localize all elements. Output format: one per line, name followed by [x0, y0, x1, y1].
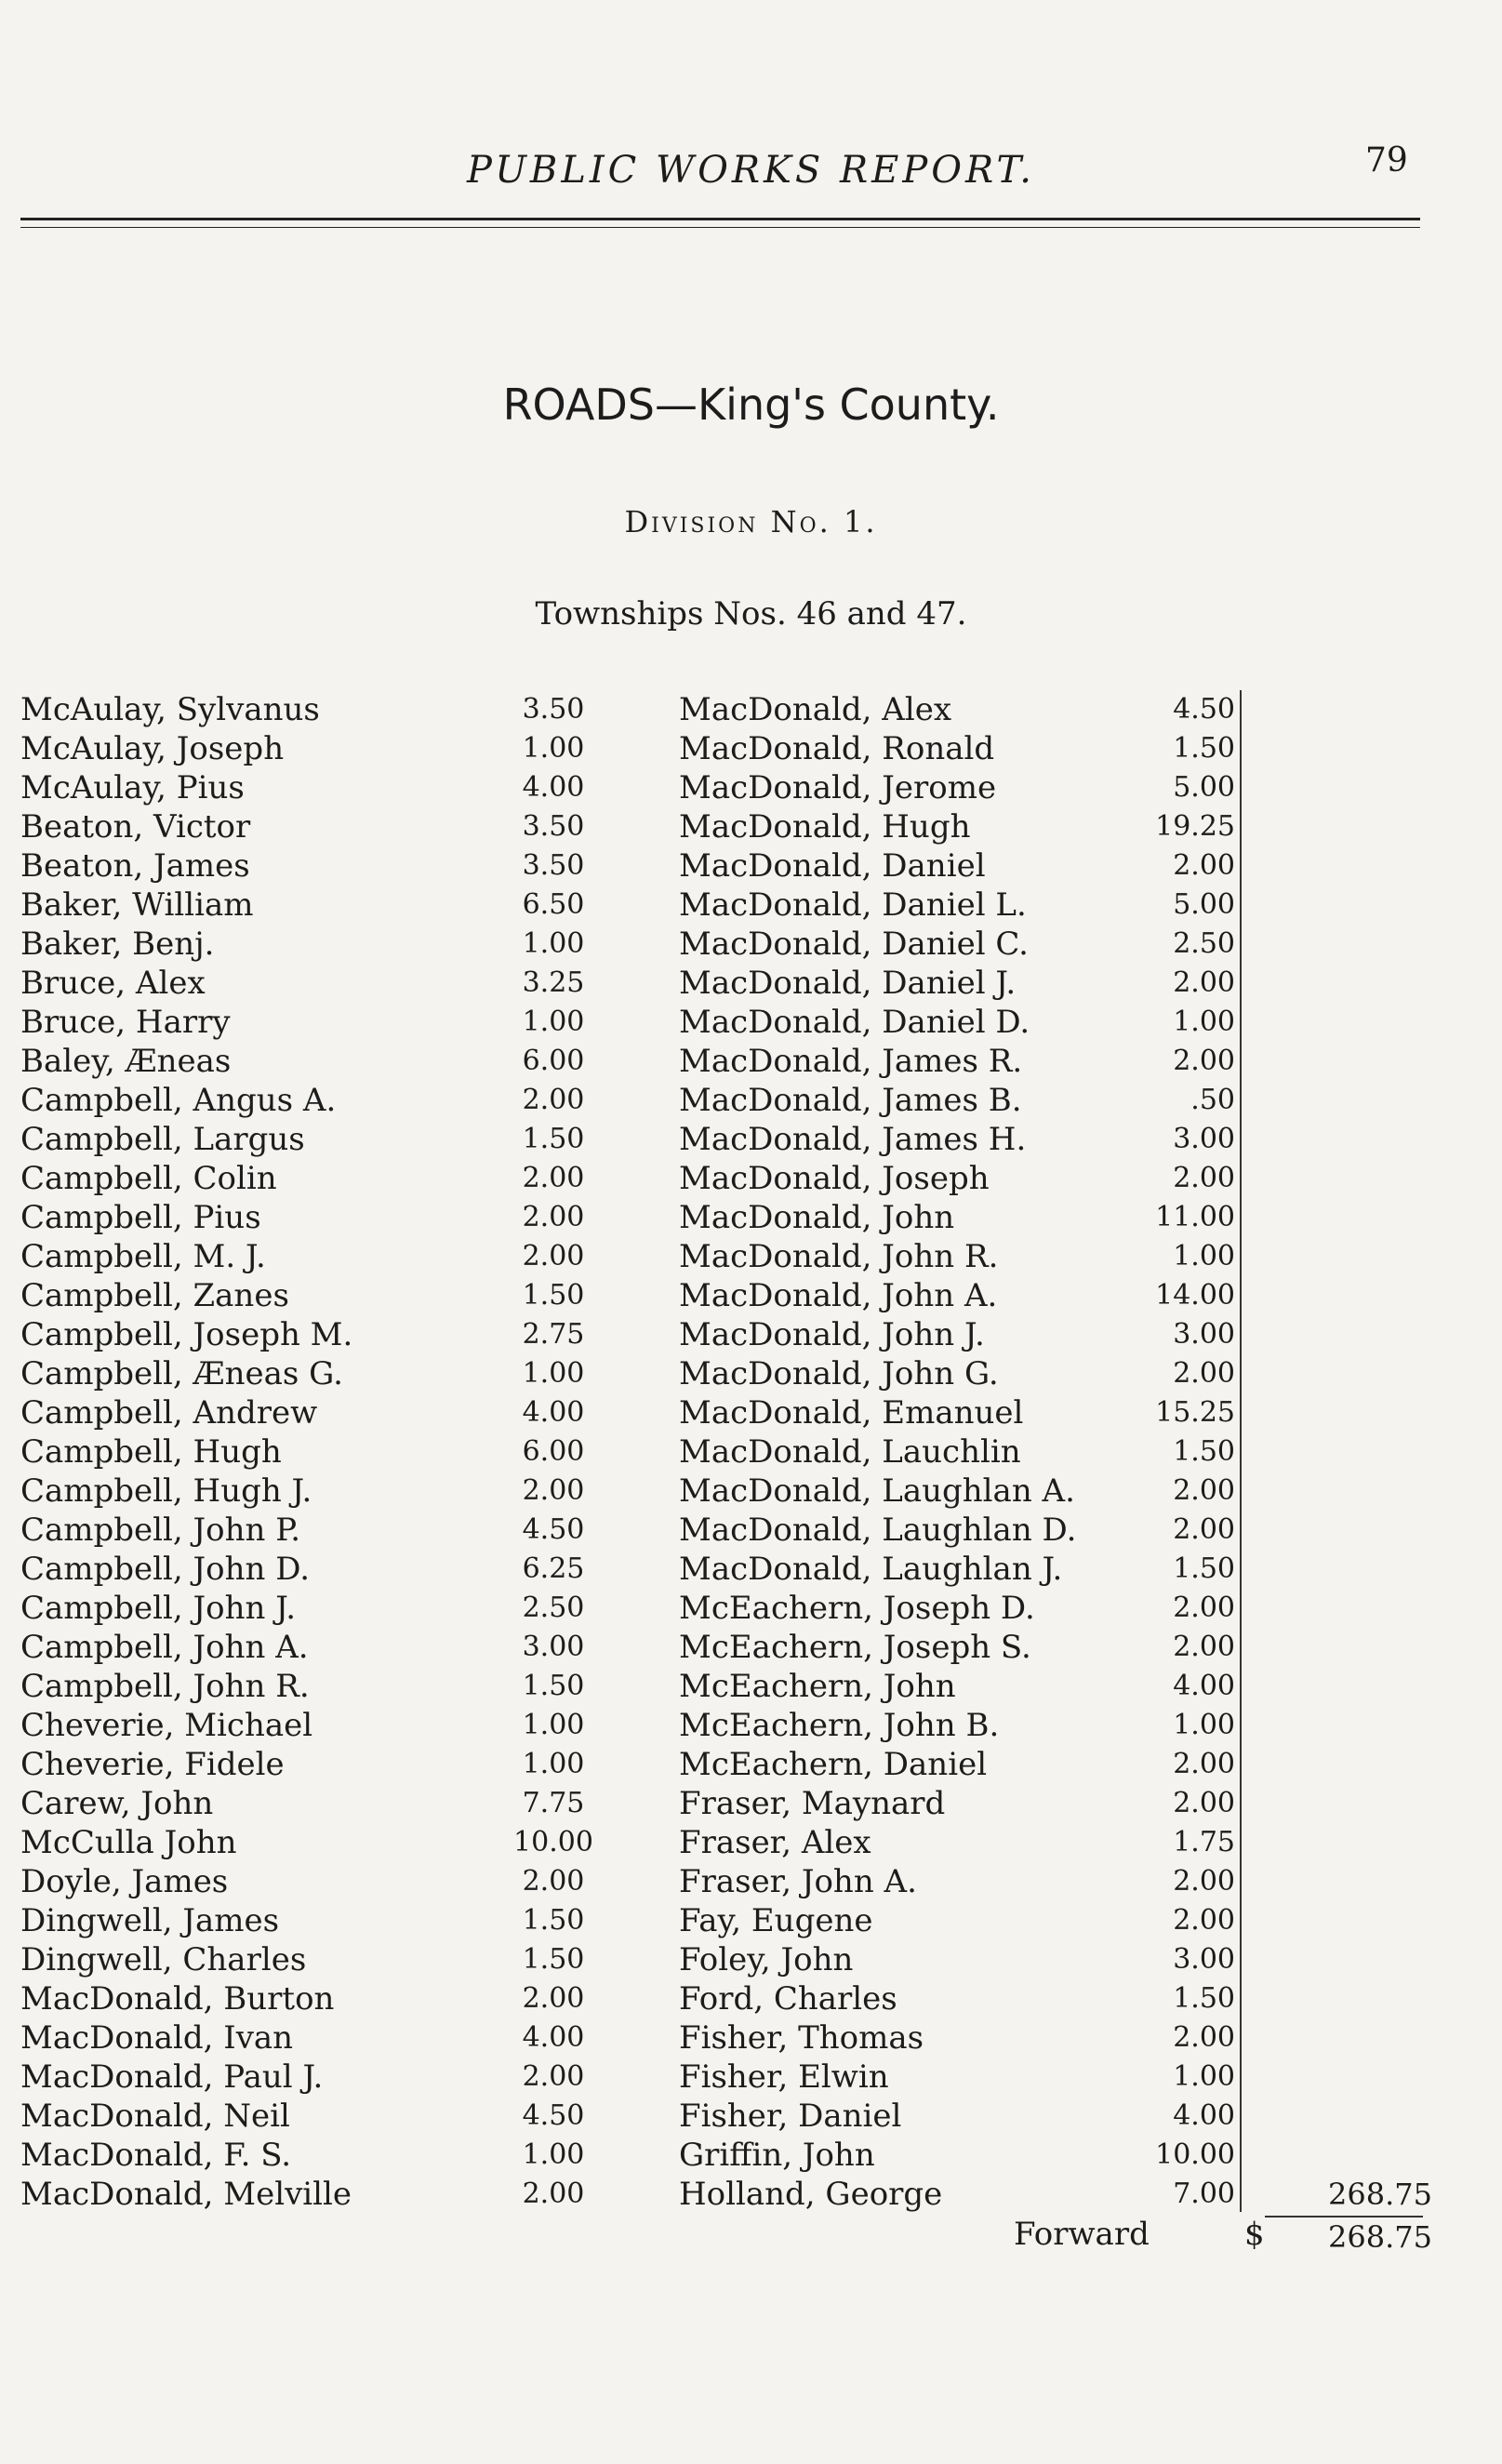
right-name: MacDonald, Daniel C.: [679, 926, 1029, 963]
right-name: Foley, John: [679, 1941, 854, 1978]
right-amount: 1.00: [1173, 2060, 1235, 2093]
right-name: Ford, Charles: [679, 1980, 897, 2018]
left-amount: 1.00: [522, 2138, 585, 2171]
right-amount: 1.50: [1173, 732, 1235, 765]
left-amount: 7.75: [522, 1787, 585, 1819]
left-amount: 3.00: [522, 1631, 585, 1663]
left-amount: 1.00: [522, 1748, 585, 1780]
left-amount: 1.50: [522, 1943, 585, 1976]
left-amount: 4.00: [522, 1396, 585, 1429]
right-name: Fraser, John A.: [679, 1863, 917, 1900]
left-name: Campbell, Hugh J.: [20, 1472, 312, 1510]
right-amount: 2.00: [1173, 966, 1235, 999]
table-row: [0, 1354, 1502, 1393]
left-name: Campbell, Æneas G.: [20, 1355, 343, 1392]
left-name: Beaton, Victor: [20, 808, 251, 846]
header-rule-thin: [20, 227, 1420, 228]
left-name: Bruce, Harry: [20, 1004, 231, 1041]
right-amount: 15.25: [1155, 1396, 1235, 1429]
right-name: MacDonald, Joseph: [679, 1160, 990, 1197]
right-name: MacDonald, John A.: [679, 1277, 998, 1314]
left-name: Baker, Benj.: [20, 926, 215, 963]
table-row: [0, 729, 1502, 768]
left-name: MacDonald, Melville: [20, 2176, 352, 2213]
table-row: [0, 2058, 1502, 2097]
right-name: McEachern, John: [679, 1668, 956, 1705]
right-name: MacDonald, Alex: [679, 691, 952, 728]
right-name: MacDonald, John: [679, 1199, 955, 1236]
right-name: Holland, George: [679, 2176, 943, 2213]
forward-amount: 268.75: [1328, 2219, 1432, 2255]
right-amount: 2.00: [1173, 1357, 1235, 1390]
left-amount: 2.00: [522, 1865, 585, 1898]
left-name: Campbell, John D.: [20, 1551, 311, 1588]
right-amount: 2.00: [1173, 1865, 1235, 1898]
left-amount: 6.00: [522, 1045, 585, 1077]
table-row: [0, 768, 1502, 807]
left-name: Campbell, Joseph M.: [20, 1316, 353, 1353]
right-name: MacDonald, John R.: [679, 1238, 999, 1275]
right-amount: 3.00: [1173, 1318, 1235, 1351]
right-name: MacDonald, James R.: [679, 1043, 1023, 1080]
left-name: Bruce, Alex: [20, 965, 206, 1002]
left-name: Campbell, Angus A.: [20, 1082, 337, 1119]
right-amount: 2.00: [1173, 1162, 1235, 1194]
left-name: MacDonald, Neil: [20, 2098, 290, 2135]
left-amount: 6.25: [522, 1552, 585, 1585]
table-row: [0, 1159, 1502, 1198]
right-name: Fraser, Alex: [679, 1824, 871, 1861]
right-amount: 14.00: [1155, 1279, 1235, 1312]
table-row: [0, 1706, 1502, 1745]
left-amount: 2.00: [522, 1084, 585, 1116]
left-amount: 3.25: [522, 966, 585, 999]
table-row: [0, 1667, 1502, 1706]
left-name: Cheverie, Fidele: [20, 1746, 285, 1783]
currency-symbol: $: [1244, 2216, 1265, 2253]
left-amount: 2.00: [522, 1240, 585, 1272]
table-row: [0, 2175, 1502, 2214]
running-title: PUBLIC WORKS REPORT.: [467, 149, 1035, 192]
table-row: [0, 1042, 1502, 1081]
right-name: MacDonald, Laughlan A.: [679, 1472, 1075, 1510]
right-amount: 2.00: [1173, 1631, 1235, 1663]
right-name: MacDonald, Daniel: [679, 847, 986, 885]
left-name: Cheverie, Michael: [20, 1707, 313, 1744]
right-name: MacDonald, Ronald: [679, 730, 995, 767]
left-name: Campbell, Hugh: [20, 1433, 282, 1471]
right-amount: 2.00: [1173, 1787, 1235, 1819]
left-name: McCulla John: [20, 1824, 237, 1861]
left-name: Campbell, Colin: [20, 1160, 277, 1197]
right-amount: 1.75: [1173, 1826, 1235, 1858]
right-amount: 10.00: [1155, 2138, 1235, 2171]
right-amount: 2.00: [1173, 1474, 1235, 1507]
table-row: [0, 1628, 1502, 1667]
right-name: MacDonald, Laughlan J.: [679, 1551, 1063, 1588]
right-amount: 7.00: [1173, 2178, 1235, 2210]
right-name: MacDonald, James H.: [679, 1121, 1027, 1158]
left-amount: 1.50: [522, 1904, 585, 1937]
left-amount: 2.00: [522, 1982, 585, 2015]
left-amount: 1.50: [522, 1123, 585, 1155]
table-row: [0, 1198, 1502, 1237]
table-row: [0, 1862, 1502, 1901]
right-amount: 1.00: [1173, 1006, 1235, 1038]
left-name: Campbell, John P.: [20, 1512, 301, 1549]
left-amount: 4.00: [522, 2021, 585, 2054]
division-heading: Division No. 1.: [624, 504, 878, 539]
right-name: McEachern, Daniel: [679, 1746, 988, 1783]
right-name: MacDonald, Lauchlin: [679, 1433, 1021, 1471]
left-name: Campbell, John R.: [20, 1668, 310, 1705]
right-name: MacDonald, John J.: [679, 1316, 985, 1353]
column-total: 268.75: [1328, 2177, 1432, 2212]
townships-heading: Townships Nos. 46 and 47.: [535, 595, 967, 633]
header-rule: [20, 218, 1420, 220]
table-row: [0, 886, 1502, 925]
left-name: Baker, William: [20, 886, 254, 924]
right-amount: 5.00: [1173, 888, 1235, 921]
right-name: MacDonald, Jerome: [679, 769, 997, 806]
right-amount: 11.00: [1155, 1201, 1235, 1233]
left-name: McAulay, Sylvanus: [20, 691, 320, 728]
table-row: [0, 1081, 1502, 1120]
right-name: Fisher, Thomas: [679, 2019, 924, 2057]
left-name: Baley, Æneas: [20, 1043, 232, 1080]
left-amount: 1.50: [522, 1279, 585, 1312]
left-amount: 2.00: [522, 2060, 585, 2093]
right-name: Fay, Eugene: [679, 1902, 873, 1939]
right-name: MacDonald, Daniel D.: [679, 1004, 1030, 1041]
right-name: Griffin, John: [679, 2137, 875, 2174]
left-amount: 4.50: [522, 2099, 585, 2132]
right-amount: 4.00: [1173, 1670, 1235, 1702]
left-amount: 1.00: [522, 1709, 585, 1741]
left-amount: 1.00: [522, 927, 585, 960]
table-row: [0, 1979, 1502, 2018]
table-row: [0, 1276, 1502, 1315]
left-amount: 2.50: [522, 1592, 585, 1624]
left-amount: 6.50: [522, 888, 585, 921]
table-row: [0, 690, 1502, 729]
right-amount: 4.00: [1173, 2099, 1235, 2132]
left-amount: 4.50: [522, 1513, 585, 1546]
right-amount: 1.50: [1173, 1435, 1235, 1468]
left-amount: 2.00: [522, 1162, 585, 1194]
right-name: McEachern, John B.: [679, 1707, 1000, 1744]
right-amount: 5.00: [1173, 771, 1235, 804]
right-name: MacDonald, Daniel L.: [679, 886, 1027, 924]
right-amount: 1.00: [1173, 1240, 1235, 1272]
table-row: [0, 2136, 1502, 2175]
left-name: Dingwell, James: [20, 1902, 280, 1939]
right-name: Fisher, Daniel: [679, 2098, 902, 2135]
right-amount: 1.00: [1173, 1709, 1235, 1741]
right-name: McEachern, Joseph D.: [679, 1590, 1035, 1627]
table-row: [0, 1511, 1502, 1550]
page-number: 79: [1365, 141, 1408, 180]
table-row: [0, 1003, 1502, 1042]
right-amount: 1.50: [1173, 1982, 1235, 2015]
left-name: Campbell, Andrew: [20, 1394, 318, 1432]
right-name: MacDonald, John G.: [679, 1355, 999, 1392]
left-name: Carew, John: [20, 1785, 214, 1822]
table-row: [0, 1589, 1502, 1628]
table-row: [0, 1823, 1502, 1862]
left-name: Campbell, Pius: [20, 1199, 261, 1236]
right-amount: 2.00: [1173, 1045, 1235, 1077]
left-name: MacDonald, F. S.: [20, 2137, 292, 2174]
right-amount: 2.00: [1173, 1513, 1235, 1546]
left-name: Campbell, Zanes: [20, 1277, 289, 1314]
right-name: MacDonald, Emanuel: [679, 1394, 1024, 1432]
right-name: MacDonald, Laughlan D.: [679, 1512, 1077, 1549]
total-rule: [1265, 2216, 1423, 2218]
page-title: ROADS—King's County.: [502, 380, 1000, 430]
left-amount: 1.00: [522, 1357, 585, 1390]
table-row: [0, 1315, 1502, 1354]
table-row: [0, 807, 1502, 846]
table-row: [0, 1940, 1502, 1979]
left-name: Beaton, James: [20, 847, 250, 885]
left-name: MacDonald, Ivan: [20, 2019, 294, 2057]
left-amount: 1.50: [522, 1670, 585, 1702]
right-amount: 2.00: [1173, 2021, 1235, 2054]
left-name: McAulay, Joseph: [20, 730, 285, 767]
table-row: [0, 1237, 1502, 1276]
left-amount: 3.50: [522, 693, 585, 726]
right-name: MacDonald, James B.: [679, 1082, 1022, 1119]
right-amount: 3.00: [1173, 1123, 1235, 1155]
table-row: [0, 1393, 1502, 1432]
right-name: MacDonald, Hugh: [679, 808, 971, 846]
right-name: Fisher, Elwin: [679, 2058, 889, 2096]
left-name: MacDonald, Paul J.: [20, 2058, 324, 2096]
table-row: [0, 1432, 1502, 1472]
left-amount: 2.00: [522, 1474, 585, 1507]
left-amount: 4.00: [522, 771, 585, 804]
left-amount: 3.50: [522, 849, 585, 882]
table-row: [0, 1784, 1502, 1823]
ledger-rows: [0, 690, 1502, 2214]
left-name: Doyle, James: [20, 1863, 229, 1900]
left-name: Campbell, John J.: [20, 1590, 297, 1627]
forward-label: Forward: [1014, 2216, 1150, 2253]
left-name: McAulay, Pius: [20, 769, 245, 806]
left-name: Campbell, M. J.: [20, 1238, 266, 1275]
right-amount: 2.00: [1173, 849, 1235, 882]
right-amount: .50: [1190, 1084, 1235, 1116]
left-amount: 2.00: [522, 2178, 585, 2210]
right-amount: 2.00: [1173, 1904, 1235, 1937]
left-name: Campbell, John A.: [20, 1629, 309, 1666]
left-amount: 1.00: [522, 732, 585, 765]
right-amount: 2.50: [1173, 927, 1235, 960]
right-amount: 2.00: [1173, 1748, 1235, 1780]
right-amount: 4.50: [1173, 693, 1235, 726]
left-amount: 1.00: [522, 1006, 585, 1038]
left-amount: 2.75: [522, 1318, 585, 1351]
table-row: [0, 925, 1502, 964]
left-amount: 2.00: [522, 1201, 585, 1233]
table-row: [0, 1745, 1502, 1784]
left-name: Dingwell, Charles: [20, 1941, 307, 1978]
right-amount: 19.25: [1155, 810, 1235, 843]
left-name: MacDonald, Burton: [20, 1980, 335, 2018]
table-row: [0, 2018, 1502, 2058]
table-row: [0, 2097, 1502, 2136]
table-row: [0, 1472, 1502, 1511]
left-name: Campbell, Largus: [20, 1121, 305, 1158]
left-amount: 3.50: [522, 810, 585, 843]
right-name: McEachern, Joseph S.: [679, 1629, 1031, 1666]
left-amount: 10.00: [513, 1826, 593, 1858]
table-row: [0, 964, 1502, 1003]
right-name: Fraser, Maynard: [679, 1785, 946, 1822]
table-row: [0, 846, 1502, 886]
left-amount: 6.00: [522, 1435, 585, 1468]
right-amount: 3.00: [1173, 1943, 1235, 1976]
right-name: MacDonald, Daniel J.: [679, 965, 1017, 1002]
amount-column-rule: [1240, 690, 1242, 2212]
table-row: [0, 1120, 1502, 1159]
right-amount: 1.50: [1173, 1552, 1235, 1585]
table-row: [0, 1901, 1502, 1940]
right-amount: 2.00: [1173, 1592, 1235, 1624]
table-row: [0, 1550, 1502, 1589]
